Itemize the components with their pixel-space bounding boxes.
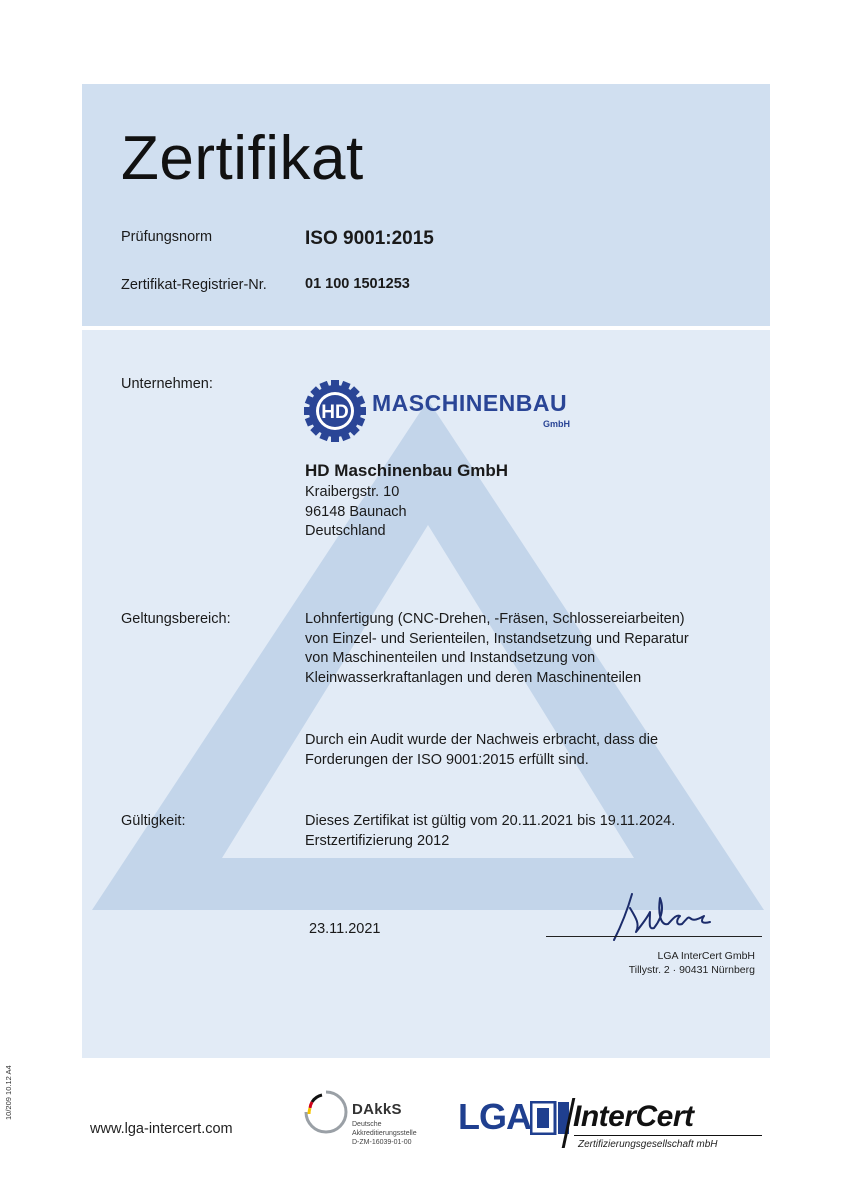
standard-value: ISO 9001:2015 bbox=[305, 228, 434, 249]
lga-logo-text: LGA bbox=[458, 1096, 531, 1137]
dakks-line: D-ZM-16039-01-00 bbox=[352, 1139, 412, 1146]
company-name: HD Maschinenbau GmbH bbox=[305, 461, 509, 480]
lga-emblem-icon bbox=[530, 1101, 570, 1135]
address-street: Kraibergstr. 10 bbox=[305, 484, 400, 500]
dakks-title: DAkkS bbox=[352, 1101, 402, 1118]
document-code: 10/209 10.12 A4 bbox=[4, 1065, 13, 1120]
company-logo-sub: GmbH bbox=[543, 419, 570, 429]
standard-label: Prüfungsnorm bbox=[121, 229, 213, 245]
validity-line: Dieses Zertifikat ist gültig vom 20.11.2021 bis 19.11.2024. bbox=[305, 813, 676, 829]
audit-line: Forderungen der ISO 9001:2015 erfüllt sind. bbox=[305, 751, 589, 768]
scope-line: Kleinwasserkraftanlagen und deren Maschinenteilen bbox=[305, 669, 642, 686]
intercert-subtitle: Zertifizierungsgesellschaft mbH bbox=[578, 1139, 718, 1150]
company-logo-text: MASCHINENBAU bbox=[372, 390, 568, 416]
scope-label: Geltungsbereich: bbox=[121, 611, 231, 627]
validity-text bbox=[305, 812, 675, 851]
company-label: Unternehmen: bbox=[121, 376, 213, 392]
scope-text bbox=[305, 610, 689, 688]
scope-line: Lohnfertigung (CNC-Drehen, -Fräsen, Schlossereiarbeiten) bbox=[305, 611, 685, 627]
intercert-underline bbox=[574, 1135, 762, 1136]
dakks-line: Deutsche bbox=[352, 1121, 382, 1128]
issuer-name: LGA InterCert GmbH bbox=[657, 950, 755, 962]
issuer-address: Tillystr. 2 · 90431 Nürnberg bbox=[628, 964, 755, 976]
scope-line: von Einzel- und Serienteilen, Instandsetzung und Reparatur bbox=[305, 630, 689, 647]
intercert-logo-text: InterCert bbox=[573, 1100, 694, 1133]
address-country: Deutschland bbox=[305, 523, 386, 539]
svg-text:HD: HD bbox=[321, 402, 349, 423]
certificate-title: Zertifikat bbox=[121, 124, 364, 193]
audit-line: Durch ein Audit wurde der Nachweis erbracht, dass die bbox=[305, 732, 659, 748]
website-link[interactable]: www.lga-intercert.com bbox=[90, 1121, 233, 1137]
scope-line: von Maschinenteilen und Instandsetzung von bbox=[305, 650, 596, 666]
dakks-emblem-icon bbox=[302, 1088, 350, 1136]
hd-gear-logo-icon bbox=[303, 380, 367, 447]
validity-label: Gültigkeit: bbox=[121, 813, 186, 829]
registry-label: Zertifikat-Registrier-Nr. bbox=[121, 277, 267, 293]
issue-date: 23.11.2021 bbox=[309, 921, 381, 937]
triangle-watermark-icon bbox=[82, 330, 770, 1058]
audit-statement bbox=[305, 731, 658, 770]
first-certification: Erstzertifizierung 2012 bbox=[305, 832, 450, 849]
content-panel bbox=[82, 330, 770, 1058]
address-city: 96148 Baunach bbox=[305, 503, 407, 520]
registry-value: 01 100 1501253 bbox=[305, 276, 410, 292]
signature-line bbox=[546, 936, 762, 937]
dakks-line: Akkreditierungsstelle bbox=[352, 1130, 417, 1137]
company-address bbox=[305, 483, 407, 542]
